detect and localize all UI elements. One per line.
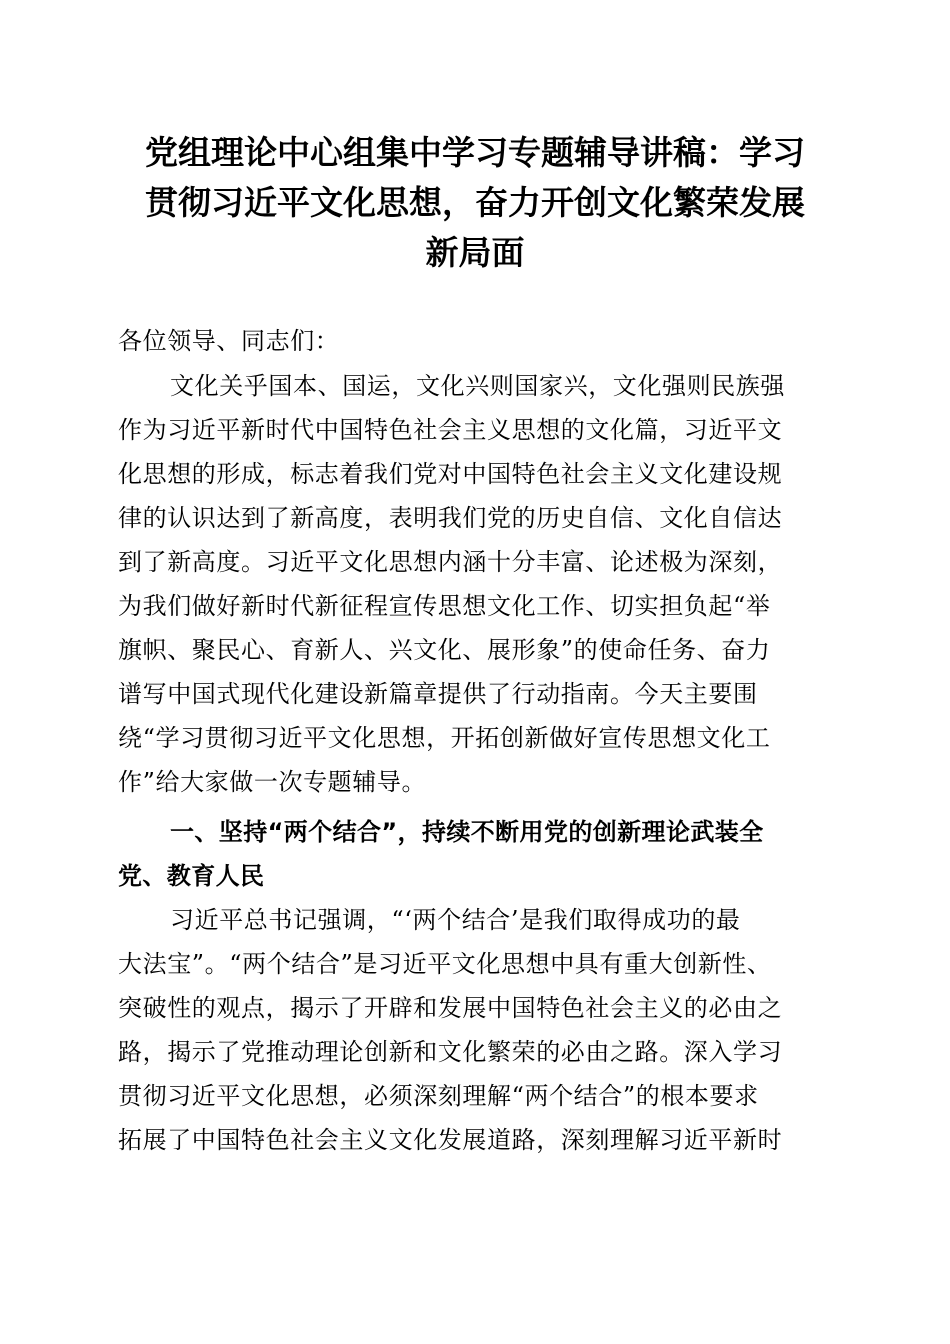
paragraph-intro [118,364,838,804]
paragraph-line: 旗帜、聚民心、育新人、兴文化、展形象”的使命任务、奋力 [118,636,771,664]
paragraph-line: 化思想的形成，标志着我们党对中国特色社会主义文化建设规 [118,460,783,488]
greeting-text: 各位领导、同志们： [118,327,340,355]
paragraph-line: 贯彻习近平文化思想，必须深刻理解“两个结合”的根本要求 [118,1082,759,1110]
paragraph-line: 文化关乎国本、国运，文化兴则国家兴，文化强则民族强 [170,372,785,400]
heading-line: 一、坚持“两个结合”，持续不断用党的创新理论武装全 [170,818,764,846]
paragraph-line: 律的认识达到了新高度，表明我们党的历史自信、文化自信达 [118,504,783,532]
heading-line: 党、教育人民 [118,862,265,890]
paragraph-line: 大法宝”。“两个结合”是习近平文化思想中具有重大创新性、 [118,950,772,978]
paragraph-line: 谱写中国式现代化建设新篇章提供了行动指南。今天主要围 [118,680,758,708]
document-title [110,128,840,278]
paragraph-line: 习近平总书记强调，“‘两个结合’是我们取得成功的最 [170,906,741,934]
paragraph-line: 绕“学习贯彻习近平文化思想，开拓创新做好宣传思想文化工 [118,724,771,752]
title-line: 贯彻习近平文化思想，奋力开创文化繁荣发展 [145,183,805,222]
paragraph-line: 突破性的观点，揭示了开辟和发展中国特色社会主义的必由之 [118,994,783,1022]
title-line: 党组理论中心组集中学习专题辅导讲稿：学习 [145,133,805,172]
greeting [118,319,838,363]
paragraph-line: 作”给大家做一次专题辅导。 [118,768,427,796]
title-line: 新局面 [425,233,525,272]
paragraph-line: 为我们做好新时代新征程宣传思想文化工作、切实担负起“举 [118,592,771,620]
paragraph-line: 作为习近平新时代中国特色社会主义思想的文化篇，习近平文 [118,416,783,444]
section-heading [118,810,838,898]
paragraph-line: 路，揭示了党推动理论创新和文化繁荣的必由之路。深入学习 [118,1038,783,1066]
paragraph-two-combinations [118,898,838,1162]
paragraph-line: 到了新高度。习近平文化思想内涵十分丰富、论述极为深刻， [118,548,783,576]
paragraph-line: 拓展了中国特色社会主义文化发展道路，深刻理解习近平新时 [118,1126,783,1154]
